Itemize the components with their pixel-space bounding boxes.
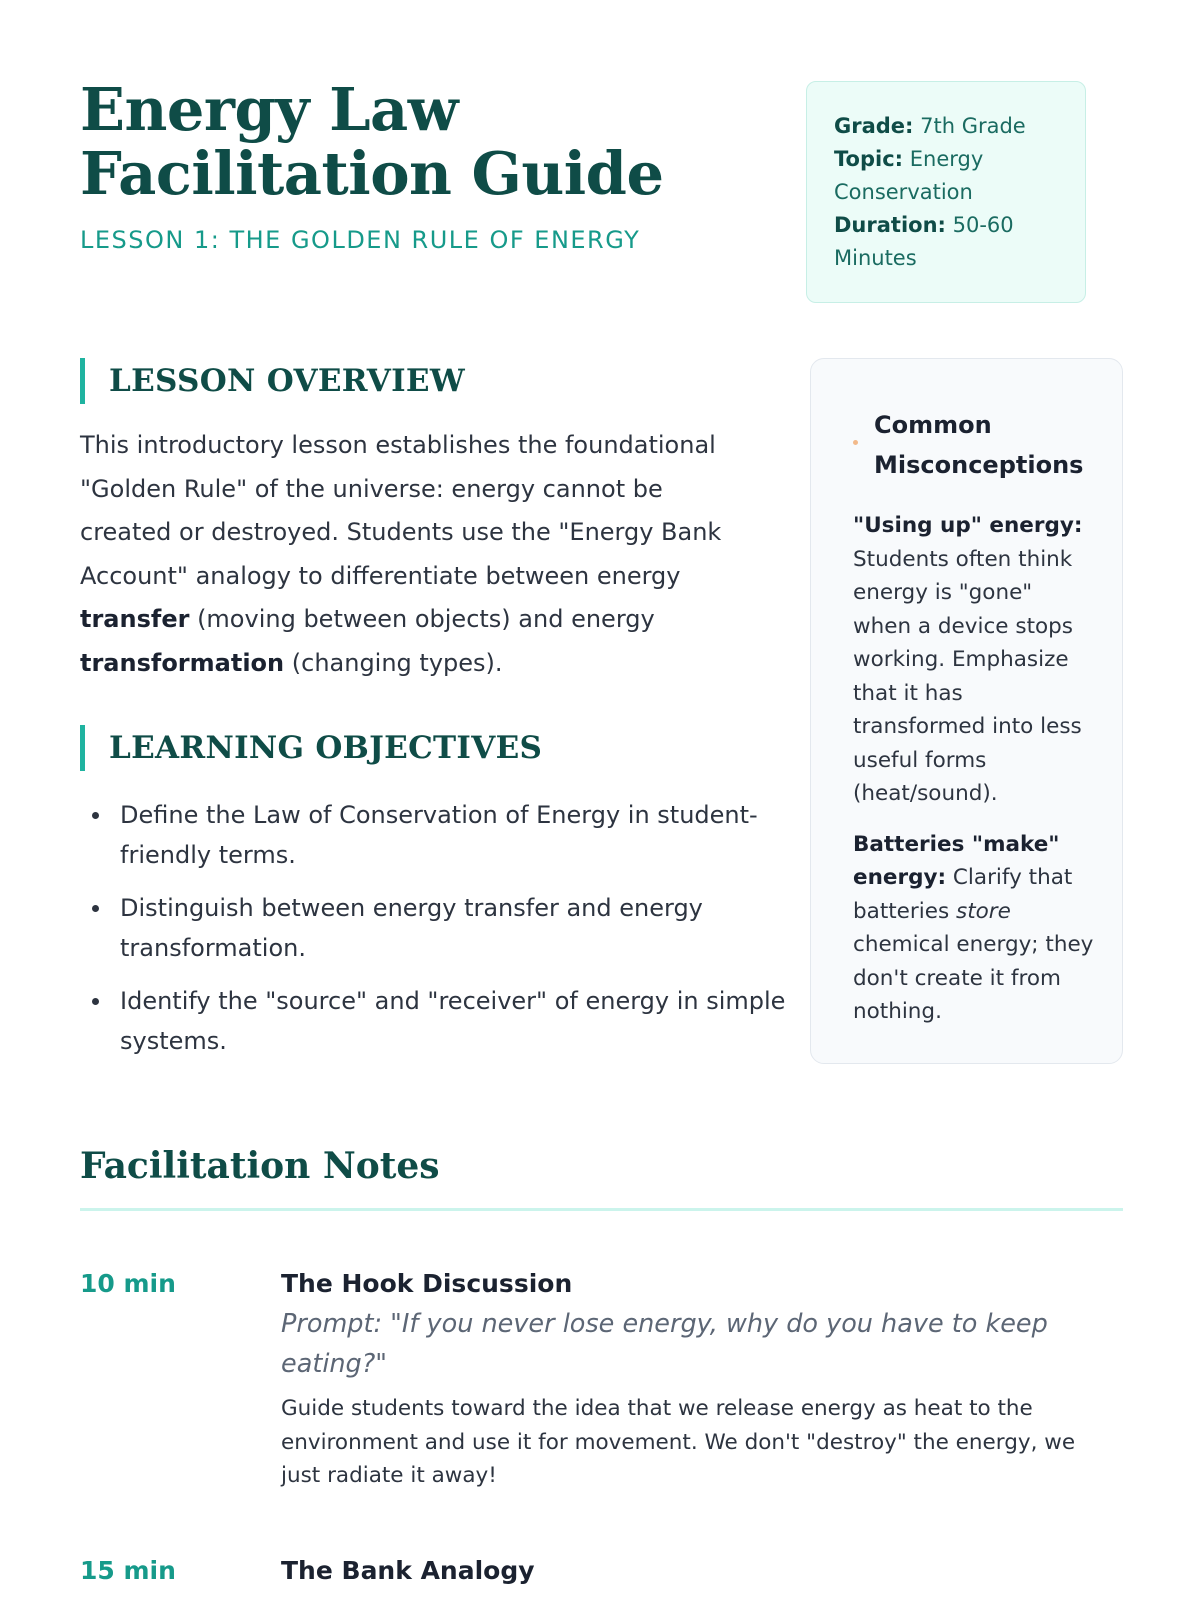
bullet-icon bbox=[92, 905, 99, 912]
note-prompt: Prompt: "If you never lose energy, why do you have to keep eating?" bbox=[281, 1309, 1048, 1379]
misconception-emphasis: store bbox=[956, 898, 1011, 924]
meta-grade-value: 7th Grade bbox=[920, 114, 1026, 138]
learning-objectives-heading: LEARNING OBJECTIVES bbox=[80, 725, 542, 771]
misconception-label: Batteries "make" energy: bbox=[853, 831, 1060, 890]
note-title: The Hook Discussion bbox=[281, 1269, 573, 1298]
note-description: Guide students toward the idea that we release energy as heat to the environment and use it for movement. We don't "destroy" the energy, we just radiate it away! bbox=[281, 1396, 1076, 1488]
bullet-icon bbox=[92, 812, 99, 819]
objective-text: Identify the "source" and "receiver" of energy in simple systems. bbox=[120, 987, 786, 1055]
note-title: The Bank Analogy bbox=[281, 1556, 535, 1585]
warning-icon bbox=[853, 440, 858, 445]
facilitation-notes-heading: Facilitation Notes bbox=[80, 1145, 440, 1187]
note-body bbox=[281, 1553, 1101, 1589]
meta-grade bbox=[834, 110, 1061, 143]
misconception-item bbox=[853, 509, 1094, 811]
overview-bold-transformation: transformation bbox=[80, 648, 285, 677]
objective-text: Define the Law of Conservation of Energy in student-friendly terms. bbox=[120, 801, 758, 869]
page-title: Energy Law Facilitation Guide bbox=[80, 75, 664, 208]
misconception-text: chemical energy; they don't create it from nothing. bbox=[853, 932, 1094, 1024]
note-time: 15 min bbox=[80, 1556, 176, 1585]
note-body bbox=[281, 1266, 1101, 1493]
learning-objectives-list bbox=[80, 795, 800, 1074]
meta-duration-value: 50-60 Minutes bbox=[834, 213, 1014, 270]
meta-duration bbox=[834, 209, 1061, 275]
meta-grade-label: Grade: bbox=[834, 114, 914, 138]
misconception-item bbox=[853, 828, 1094, 1029]
lesson-overview-text bbox=[80, 424, 760, 685]
list-item bbox=[120, 795, 800, 875]
misconception-text: Clarify that batteries bbox=[853, 865, 1073, 924]
meta-topic-value: Energy Conservation bbox=[834, 147, 984, 204]
misconceptions-header bbox=[853, 405, 1094, 485]
meta-topic-label: Topic: bbox=[834, 147, 904, 171]
note-time: 10 min bbox=[80, 1269, 176, 1298]
lesson-overview-heading: LESSON OVERVIEW bbox=[80, 358, 465, 404]
list-item bbox=[120, 981, 800, 1061]
section-divider bbox=[80, 1208, 1123, 1211]
overview-text-part-2: (moving between objects) and energy bbox=[189, 605, 655, 633]
misconceptions-callout bbox=[810, 358, 1123, 1064]
objective-text: Distinguish between energy transfer and energy transformation. bbox=[120, 894, 703, 962]
lesson-meta-box bbox=[806, 81, 1086, 303]
list-item bbox=[120, 888, 800, 968]
meta-duration-label: Duration: bbox=[834, 213, 946, 237]
meta-topic bbox=[834, 143, 1061, 209]
lesson-subtitle: LESSON 1: THE GOLDEN RULE OF ENERGY bbox=[80, 226, 641, 254]
misconception-text: Students often think energy is "gone" when a device stops working. Emphasize that it has transformed into less useful forms (heat/sound). bbox=[853, 546, 1082, 806]
misconception-label: "Using up" energy: bbox=[853, 513, 1083, 538]
bullet-icon bbox=[92, 998, 99, 1005]
overview-bold-transfer: transfer bbox=[80, 605, 190, 633]
overview-text-part-3: (changing types). bbox=[284, 648, 503, 677]
misconceptions-title: Common Misconceptions bbox=[874, 411, 1084, 479]
overview-text-part-1: This introductory lesson establishes the foundational "Golden Rule" of the universe: energy cannot be created or destroyed. Students use the "Energy Bank Account" analogy to differentiate between energy bbox=[80, 431, 722, 590]
